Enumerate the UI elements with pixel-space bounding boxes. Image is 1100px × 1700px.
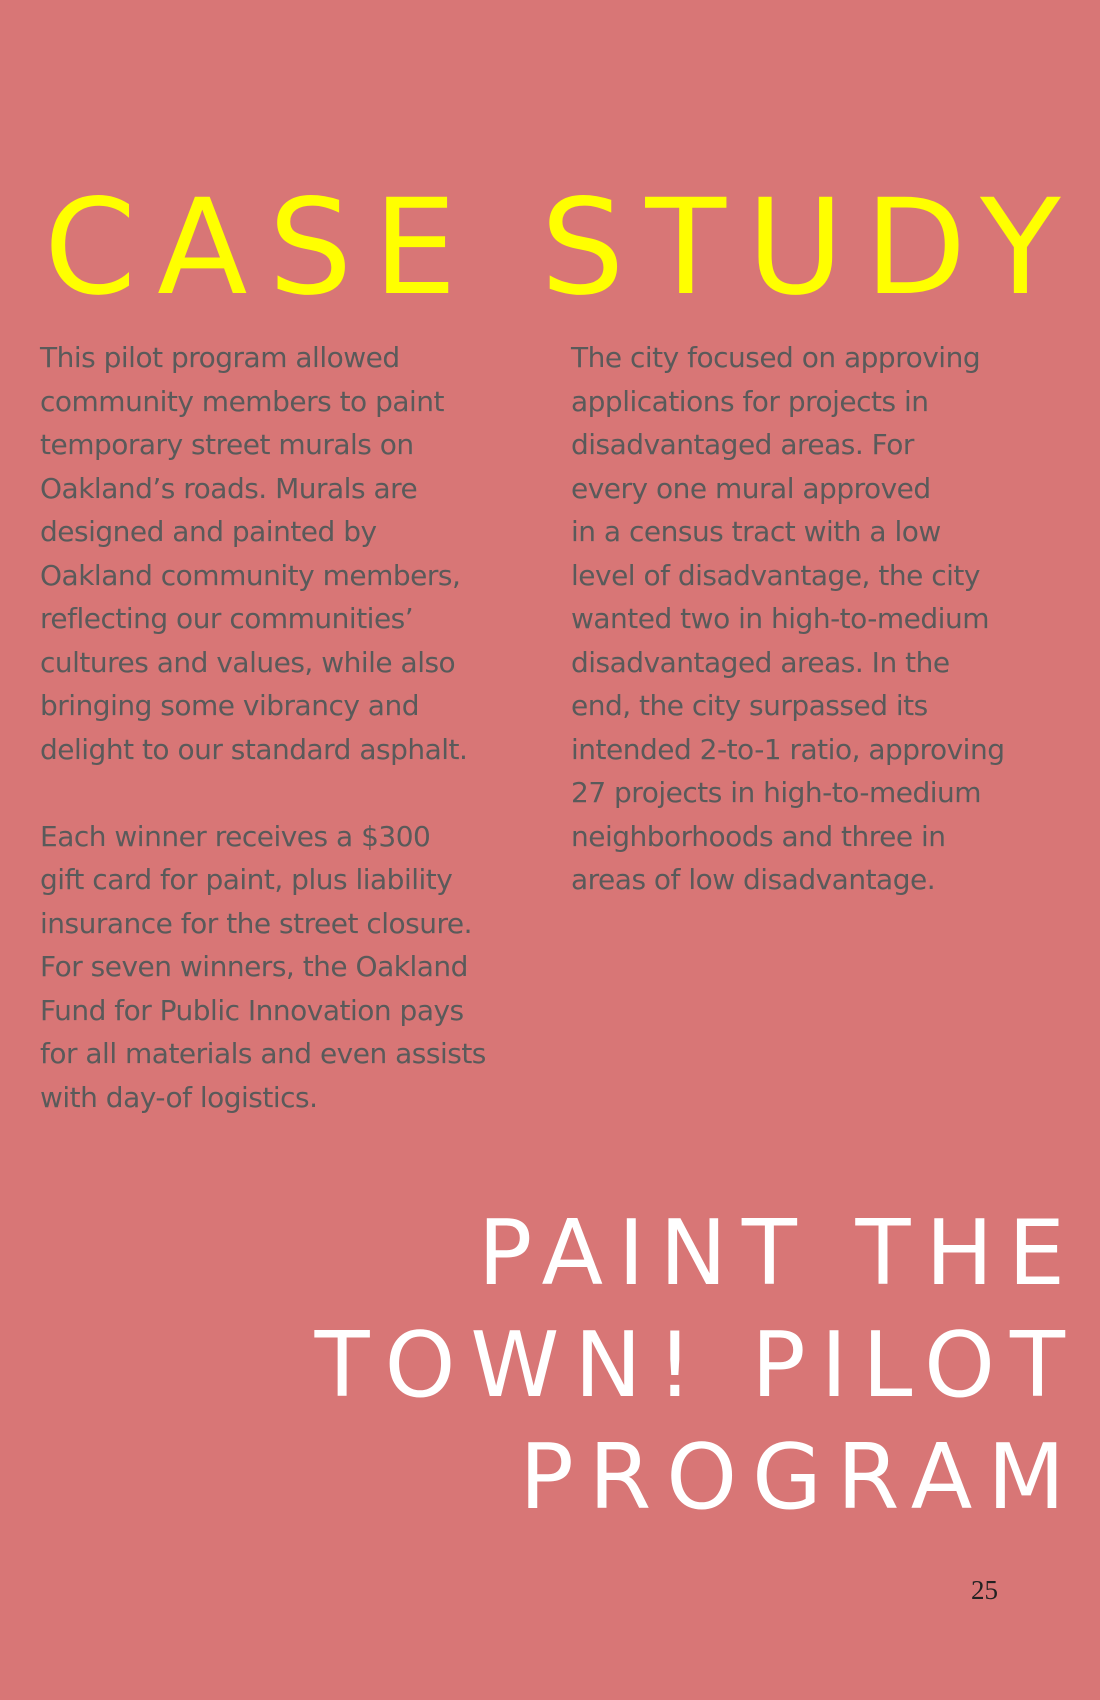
text-line: Fund for Public Innovation pays [40, 993, 464, 1027]
text-line: 27 projects in high-to-medium [571, 776, 982, 809]
text-line: areas of low disadvantage. [571, 863, 936, 896]
text-line: disadvantaged areas. In the [571, 645, 950, 679]
right-text-column [571, 336, 1071, 902]
text-line: temporary street murals on [40, 428, 414, 461]
text-line: disadvantaged areas. For [571, 428, 914, 461]
text-line: Oakland community members, [40, 558, 461, 592]
text-line: cultures and values, while also [40, 645, 456, 679]
text-line: For seven winners, the Oakland [40, 950, 468, 983]
left-paragraph-1 [40, 336, 540, 771]
text-line: end, the city surpassed its [571, 689, 928, 722]
text-line: gift card for paint, plus liability [40, 863, 453, 896]
text-line: level of disadvantage, the city [571, 558, 980, 592]
text-line: Oakland’s roads. Murals are [40, 471, 418, 505]
text-line: bringing some vibrancy and [40, 689, 419, 722]
left-paragraph-2 [40, 815, 540, 1120]
text-line: every one mural approved [571, 471, 931, 505]
text-line: designed and painted by [40, 515, 377, 548]
page-number: 25 [971, 1575, 998, 1605]
program-title [315, 1198, 1080, 1534]
text-line: with day-of logistics. [40, 1080, 318, 1114]
text-line: wanted two in high-to-medium [571, 602, 989, 635]
text-line: Each winner receives a $300 [40, 819, 431, 853]
text-line: delight to our standard asphalt. [40, 732, 468, 766]
paragraph-spacer [40, 771, 540, 815]
text-line: for all materials and even assists [40, 1037, 486, 1070]
program-title-line: TOWN! PILOT [314, 1313, 1080, 1418]
left-text-column [40, 336, 540, 1119]
program-title-line: PROGRAM [519, 1425, 1080, 1530]
case-study-heading: CASE STUDY [44, 171, 1082, 325]
text-line: community members to paint [40, 384, 445, 418]
text-line: in a census tract with a low [571, 515, 941, 548]
text-line: This pilot program allowed [40, 341, 400, 374]
text-line: insurance for the street closure. [40, 906, 473, 940]
text-line: intended 2-to-1 ratio, approving [571, 732, 1005, 766]
program-title-line: PAINT THE [477, 1201, 1080, 1306]
text-line: neighborhoods and three in [571, 819, 946, 853]
text-line: The city focused on approving [571, 341, 981, 374]
text-line: reflecting our communities’ [40, 602, 414, 635]
text-line: applications for projects in [571, 384, 929, 418]
right-paragraph-1 [571, 336, 1071, 902]
